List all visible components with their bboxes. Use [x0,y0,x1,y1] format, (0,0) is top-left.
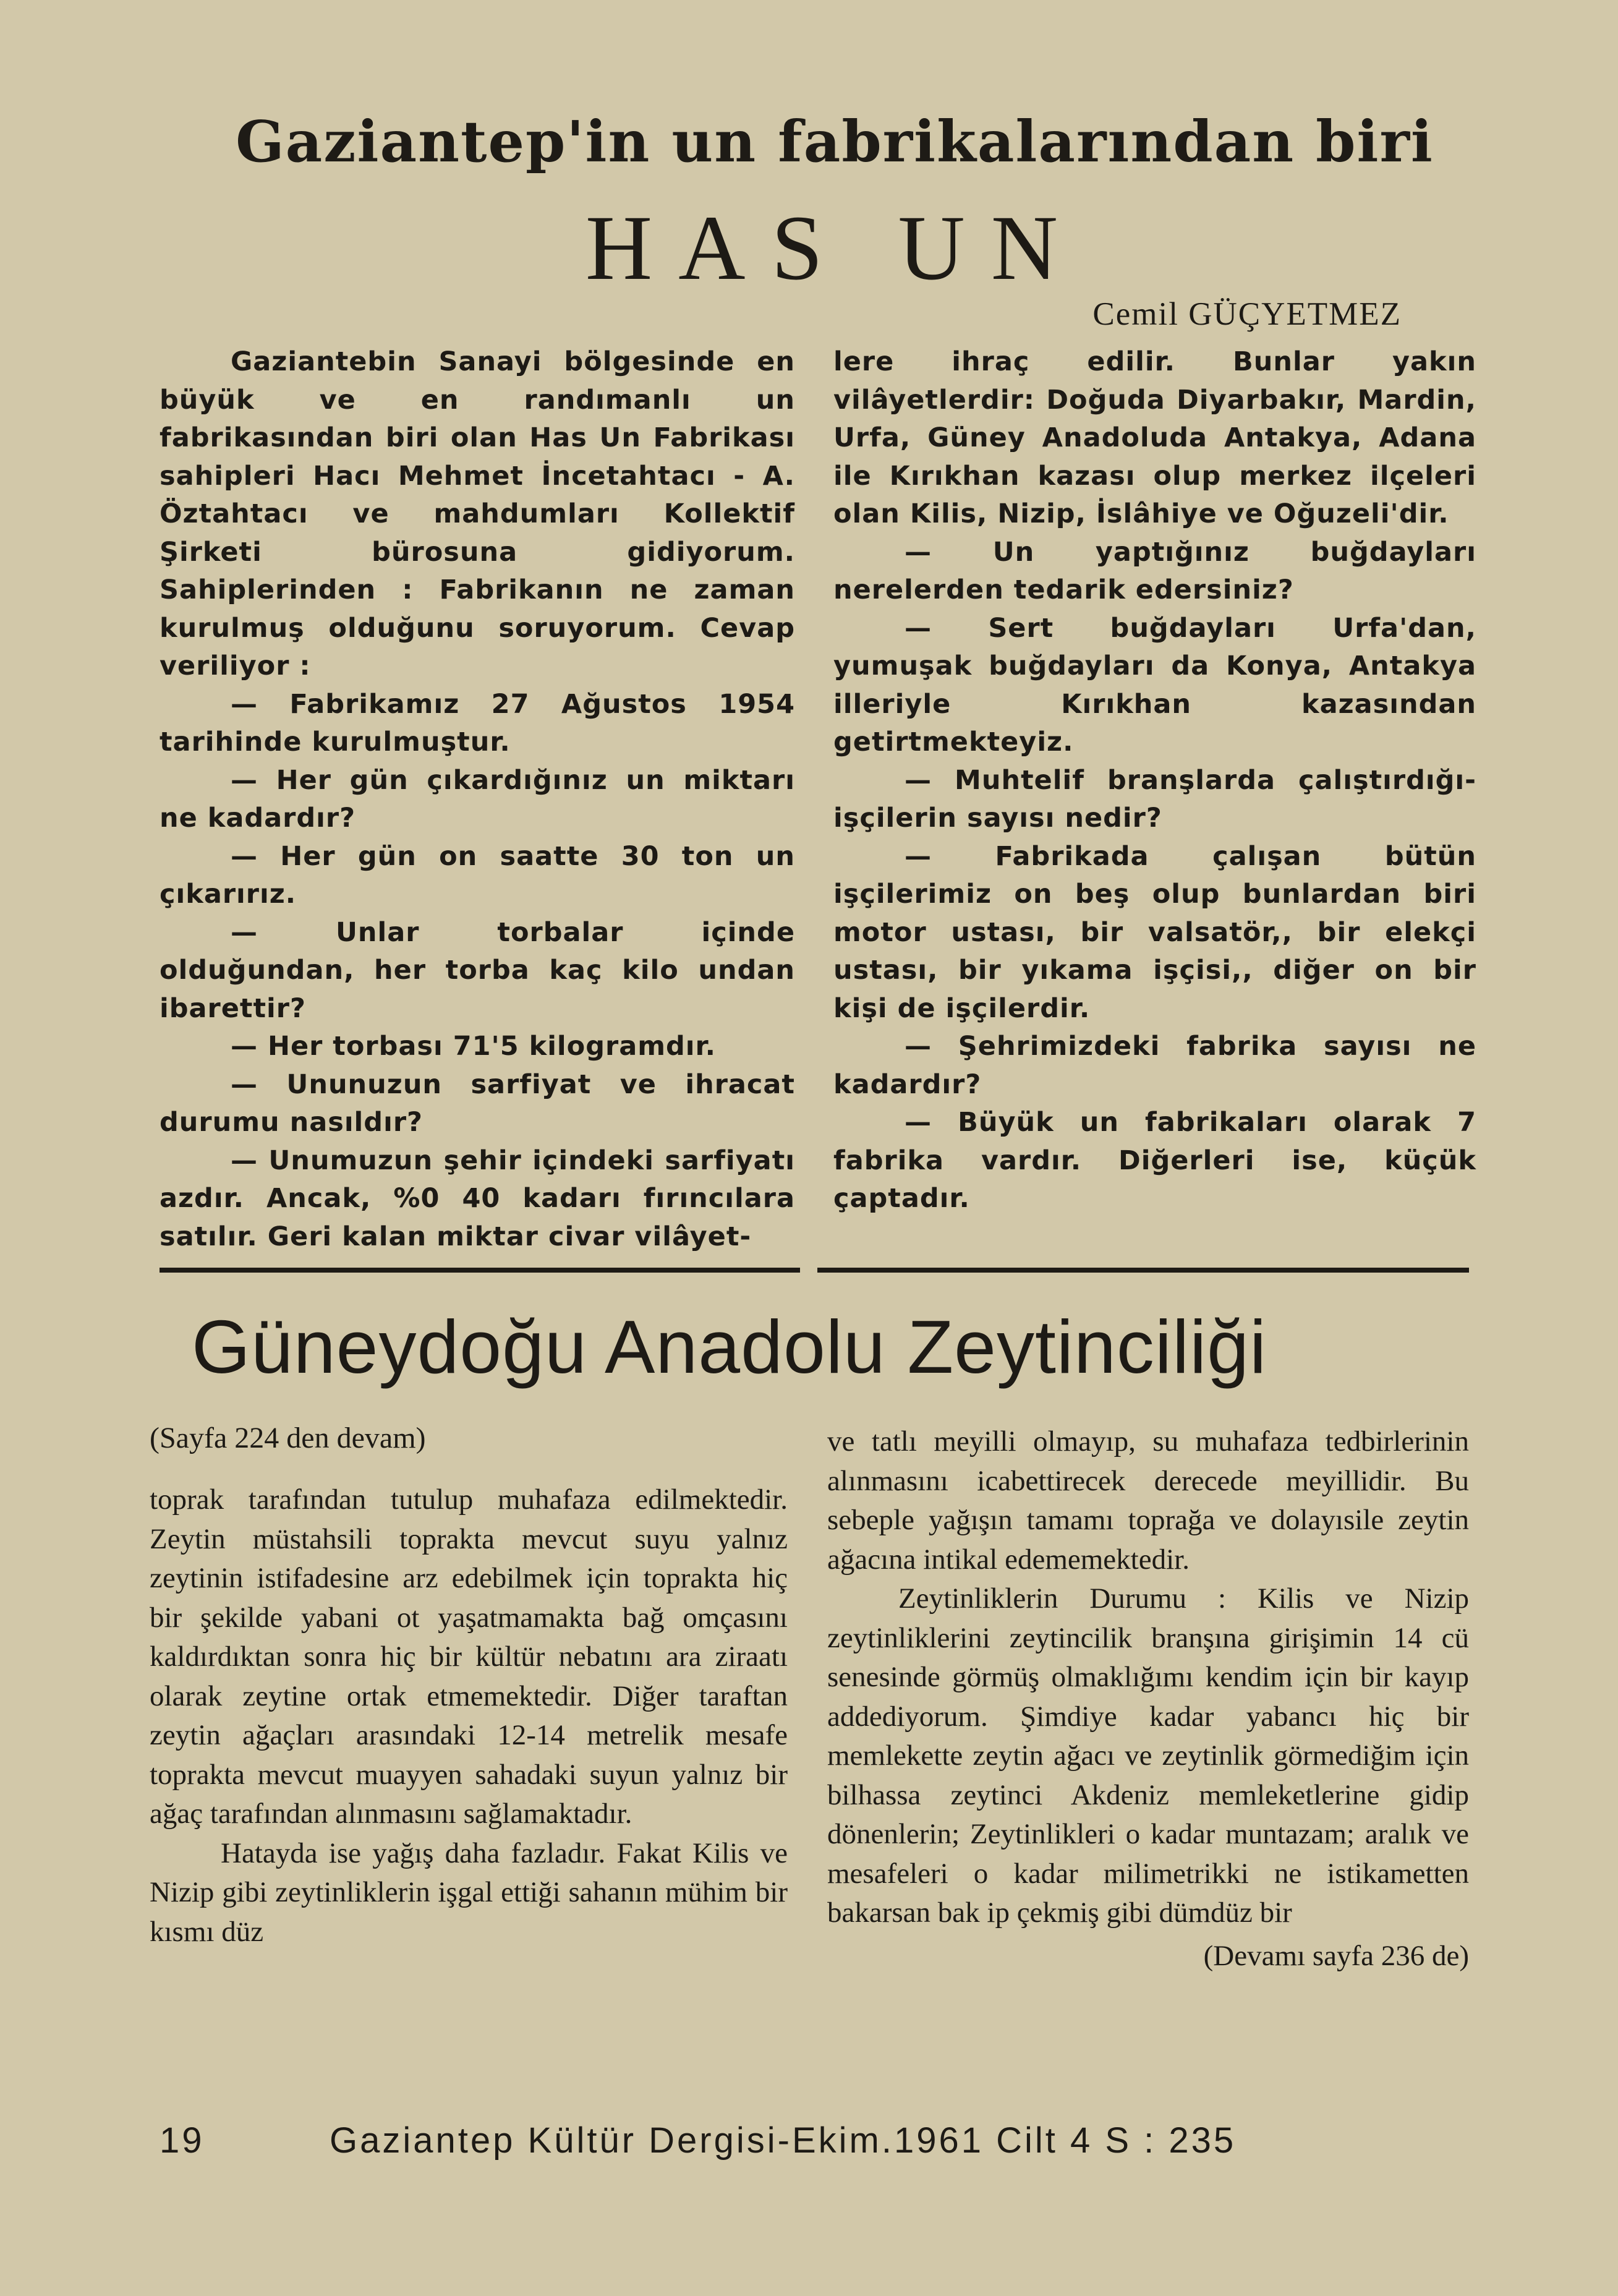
continued-from-note: (Sayfa 224 den devam) [150,1422,426,1454]
article-author: Cemil GÜÇYETMEZ [1092,296,1402,332]
paragraph: — Büyük un fabrikaları olarak 7 fabrika vardır. Diğerleri ise, küçük çaptadır. [833,1107,1476,1214]
paragraph: — Fabrikada çalışan bütün işçilerimiz on beş olup bunlardan biri motor ustası, bir valsatör,, bir elekçi ustası, bir yıkama işçisi,, diğer on bir kişi de işçilerdir. [833,840,1476,1024]
paragraph: — Şehrimizdeki fabrika sayısı ne kadardır? [833,1031,1476,1100]
article-title: HAS UN [585,197,1084,299]
paragraph: — Sert buğdayları Urfa'dan, yumuşak buğdayları da Konya, Antakya illeriyle Kırıkhan kazasından getirtmekteyiz. [833,612,1476,758]
journal-reference: Gaziantep Kültür Dergisi-Ekim.1961 Cilt 4 S : 235 [330,2120,1237,2161]
paragraph: ve tatlı meyilli olmayıp, su muhafaza tedbirlerinin alınmasını icabettirecek derecede meyillidir. Bu sebeple yağışın tamamı toprağa ve dolayısile zeytin ağacına intikal edememektedir. [827,1425,1469,1576]
paragraph: — Unlar torbalar içinde olduğundan, her torba kaç kilo undan ibarettir? [160,916,795,1024]
continued-on-note: (Devamı sayfa 236 de) [1203,1939,1469,1972]
paragraph: — Ununuzun sarfiyat ve ihracat durumu nasıldır? [160,1069,795,1138]
paragraph: Hatayda ise yağış daha fazladır. Fakat Kilis ve Nizip gibi zeytinliklerin işgal ettiği sahanın mühim bir kısmı düz [150,1837,788,1948]
article2-left-column [150,1480,788,1952]
article2-title: Güneydoğu Anadolu Zeytinciliği [192,1305,1267,1389]
paragraph: Zeytinliklerin Durumu : Kilis ve Nizip zeytinliklerini zeytincilik branşına girişimin 14 cü senesinde görmüş olmaklığımı kendim için bir kayıp addediyorum. Şimdiye kadar yabancı hiç bir memlekette zeytin ağacı ve zeytinlik görmediğim için bilhassa zeytinci Akdeniz memleketlerine gidip dönenlerin; Zeytinlikleri o kadar muntazam; aralık ve mesafeleri o kadar milimetrikki ne istikametten bakarsan bak ip çekmiş gibi dümdüz bir [827,1582,1469,1929]
paragraph: — Her gün çıkardığınız un miktarı ne kadardır? [160,764,795,834]
article1-left-column [160,343,795,1256]
paragraph: — Muhtelif branşlarda çalıştırdığı- işçilerin sayısı nedir? [833,764,1476,834]
paragraph: Gaziantebin Sanayi bölgesinde en büyük ve en randımanlı un fabrikasından biri olan Has Un Fabrikası sahipleri Hacı Mehmet İncetahtacı - A. Öztahtacı ve mahdumları Kollektif Şirketi bürosuna gidiyorum. Sahiplerinden : Fabrikanın ne zaman kurulmuş olduğunu soruyorum. Cevap veriliyor : [160,346,795,681]
paragraph: lere ihraç edilir. Bunlar yakın vilâyetlerdir: Doğuda Diyarbakır, Mardin, Urfa, Güney Anadoluda Antakya, Adana ile Kırıkhan kazası olup merkez ilçeleri olan Kilis, Nizip, İslâhiye ve Oğuzeli'dir. [833,346,1476,529]
paragraph: — Unumuzun şehir içindeki sarfiyatı azdır. Ancak, %0 40 kadarı fırıncılara satılır. Geri kalan miktar civar vilâyet- [160,1145,795,1252]
section-divider-right [817,1268,1469,1273]
paragraph: — Un yaptığınız buğdayları nerelerden tedarik edersiniz? [833,536,1476,605]
section-divider-left [160,1268,800,1273]
article2-right-column [827,1422,1469,1976]
article-kicker: Gaziantep'in un fabrikalarından biri [236,108,1434,175]
paragraph: toprak tarafından tutulup muhafaza edilmektedir. Zeytin müstahsili toprakta mevcut suyu yalnız zeytinin istifadesine arz edebilmek için toprakta hiç bir şekilde yabani ot yaşatmamakta bağ omçasını kaldırdıktan sonra hiç bir kültür nebatını ara ziraatı olarak zeytine ortak etmemektedir. Diğer taraftan zeytin ağaçları arasındaki 12-14 metrelik mesafe toprakta mevcut muayyen sahadaki suyun yalnız bir ağaç tarafından alınmasını sağlamaktadır. [150,1483,788,1830]
paragraph: — Her gün on saatte 30 ton un çıkarırız. [160,840,795,910]
page-number: 19 [160,2120,205,2161]
article1-right-column [833,343,1476,1218]
paragraph: — Her torbası 71'5 kilogramdır. [231,1031,716,1062]
page-footer [160,2120,1446,2161]
paragraph: — Fabrikamız 27 Ağustos 1954 tarihinde kurulmuştur. [160,688,795,758]
